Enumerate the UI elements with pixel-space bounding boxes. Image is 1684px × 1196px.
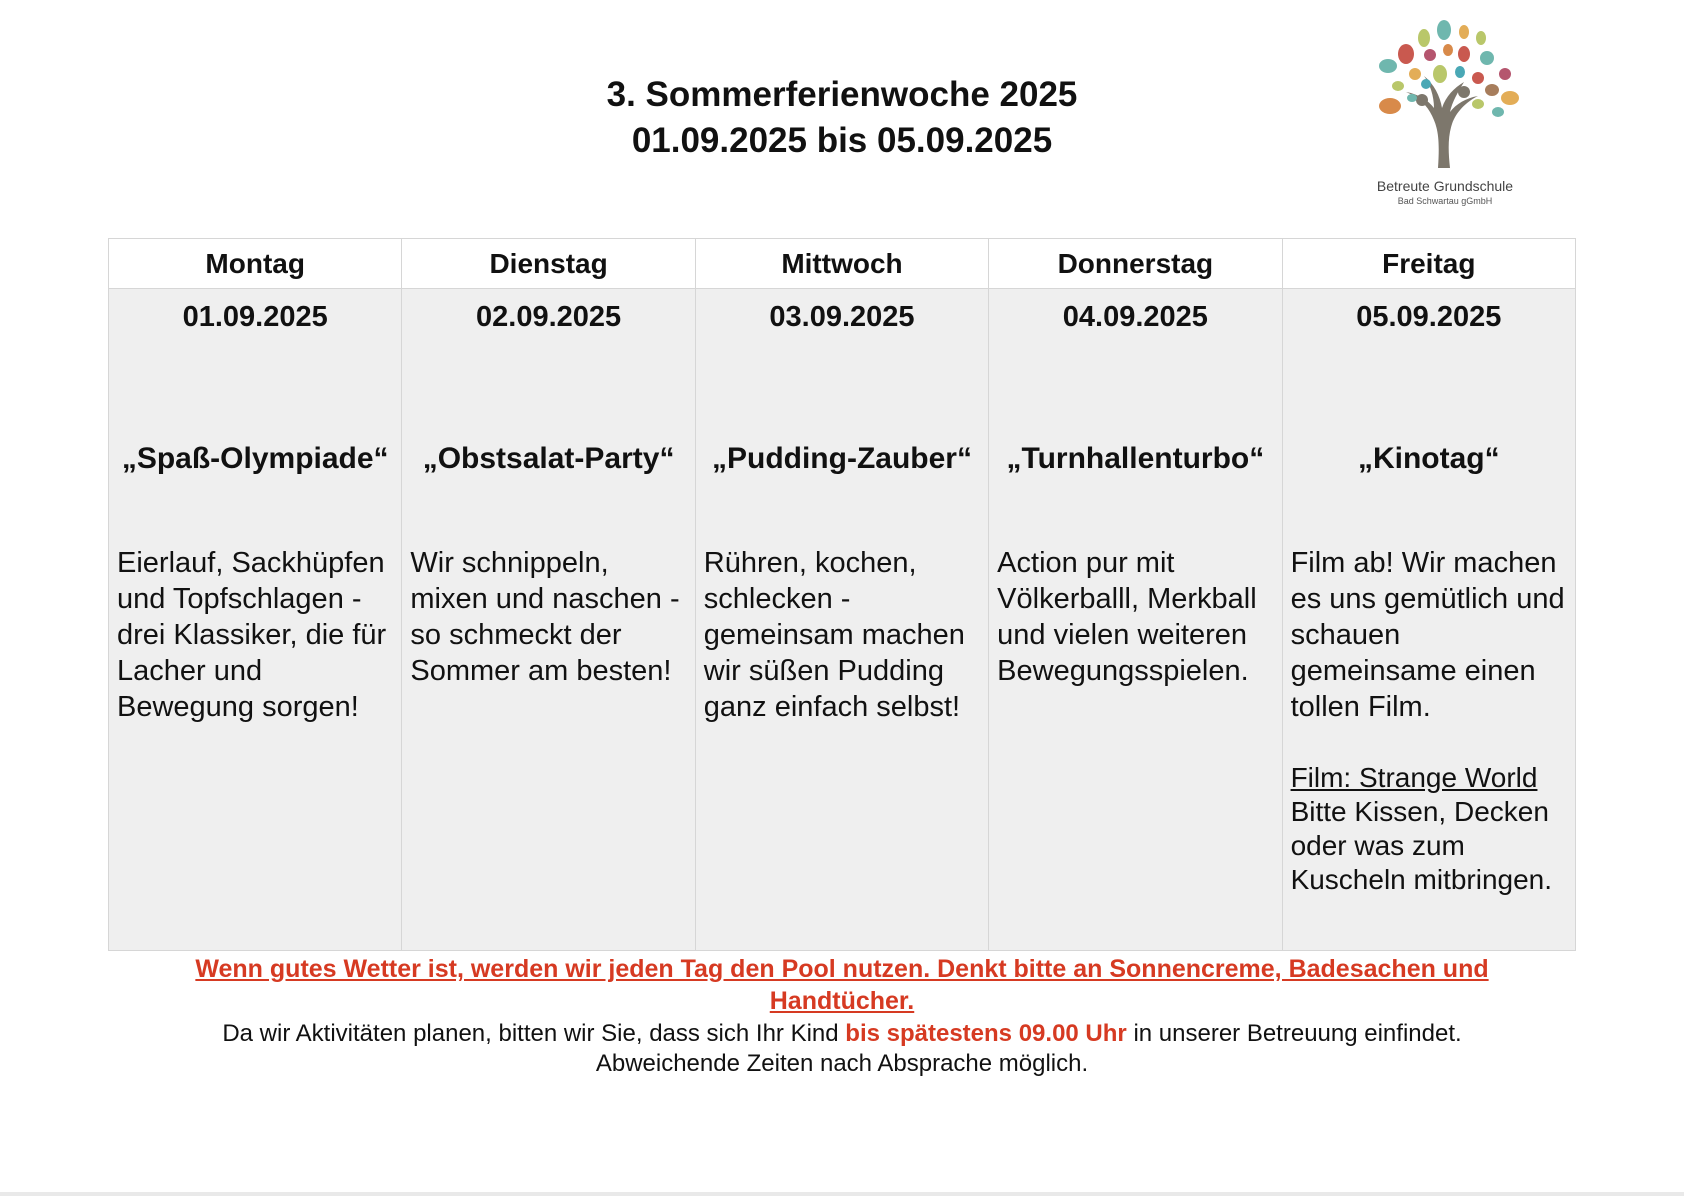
day-theme: „Kinotag“ bbox=[1357, 442, 1500, 475]
tree-logo-icon bbox=[1360, 8, 1530, 178]
day-date: 04.09.2025 bbox=[1062, 301, 1208, 333]
arrival-deadline: bis spätestens 09.00 Uhr bbox=[845, 1020, 1127, 1047]
day-date: 02.09.2025 bbox=[476, 301, 622, 333]
day-cell-wednesday bbox=[695, 289, 988, 951]
day-cell-monday bbox=[109, 289, 402, 951]
day-cell-thursday bbox=[989, 289, 1282, 951]
school-logo bbox=[1360, 8, 1530, 208]
day-theme: „Spaß-Olympiade“ bbox=[121, 442, 389, 475]
page-date-range: 01.09.2025 bis 05.09.2025 bbox=[631, 121, 1053, 160]
day-cell-tuesday bbox=[402, 289, 695, 951]
day-description: Wir schnippeln, mixen und naschen - so schmeckt der Sommer am besten! bbox=[410, 547, 680, 687]
page-title: 3. Sommerferienwoche 2025 bbox=[606, 75, 1078, 114]
arrival-text-before: Da wir Aktivitäten planen, bitten wir Sie, dass sich Ihr Kind bbox=[222, 1020, 839, 1047]
film-title: Film: Strange World bbox=[1290, 762, 1538, 793]
day-description: Eierlauf, Sackhüpfen und Topfschlagen - drei Klassiker, die für Lacher und Bewegung sorgen! bbox=[117, 547, 387, 723]
day-theme: „Turnhallenturbo“ bbox=[1006, 442, 1265, 475]
logo-name: Betreute Grundschule bbox=[1376, 178, 1514, 194]
day-date: 05.09.2025 bbox=[1356, 301, 1502, 333]
pool-notice: Wenn gutes Wetter ist, werden wir jeden Tag den Pool nutzen. Denkt bitte an Sonnencreme, Badesachen und Handtücher. bbox=[195, 955, 1489, 1015]
day-cell-friday bbox=[1282, 289, 1575, 951]
day-description: Action pur mit Völkerballl, Merkball und vielen weiteren Bewegungsspielen. bbox=[997, 547, 1257, 687]
logo-subtitle: Bad Schwartau gGmbH bbox=[1397, 196, 1493, 206]
day-theme: „Obstsalat-Party“ bbox=[422, 442, 675, 475]
arrival-info bbox=[100, 1019, 1584, 1049]
activity-row bbox=[109, 289, 1576, 951]
weekday-header-row bbox=[109, 239, 1576, 289]
weekday-header: Freitag bbox=[1282, 239, 1575, 289]
weekday-header: Dienstag bbox=[402, 239, 695, 289]
day-date: 03.09.2025 bbox=[769, 301, 915, 333]
arrival-text-after: in unserer Betreuung einfindet. bbox=[1133, 1020, 1462, 1047]
weekday-header: Donnerstag bbox=[989, 239, 1282, 289]
day-description: Film ab! Wir machen es uns gemütlich und schauen gemeinsame einen tollen Film. bbox=[1290, 547, 1565, 723]
weekday-header: Mittwoch bbox=[695, 239, 988, 289]
day-theme: „Pudding-Zauber“ bbox=[711, 442, 972, 475]
day-date: 01.09.2025 bbox=[182, 301, 328, 333]
week-schedule-table bbox=[108, 238, 1576, 951]
arrival-note: Abweichende Zeiten nach Absprache möglich. bbox=[595, 1050, 1089, 1077]
weekday-header: Montag bbox=[109, 239, 402, 289]
day-description: Rühren, kochen, schlecken - gemeinsam machen wir süßen Pudding ganz einfach selbst! bbox=[703, 547, 965, 723]
film-note: Bitte Kissen, Decken oder was zum Kuscheln mitbringen. bbox=[1290, 796, 1553, 895]
